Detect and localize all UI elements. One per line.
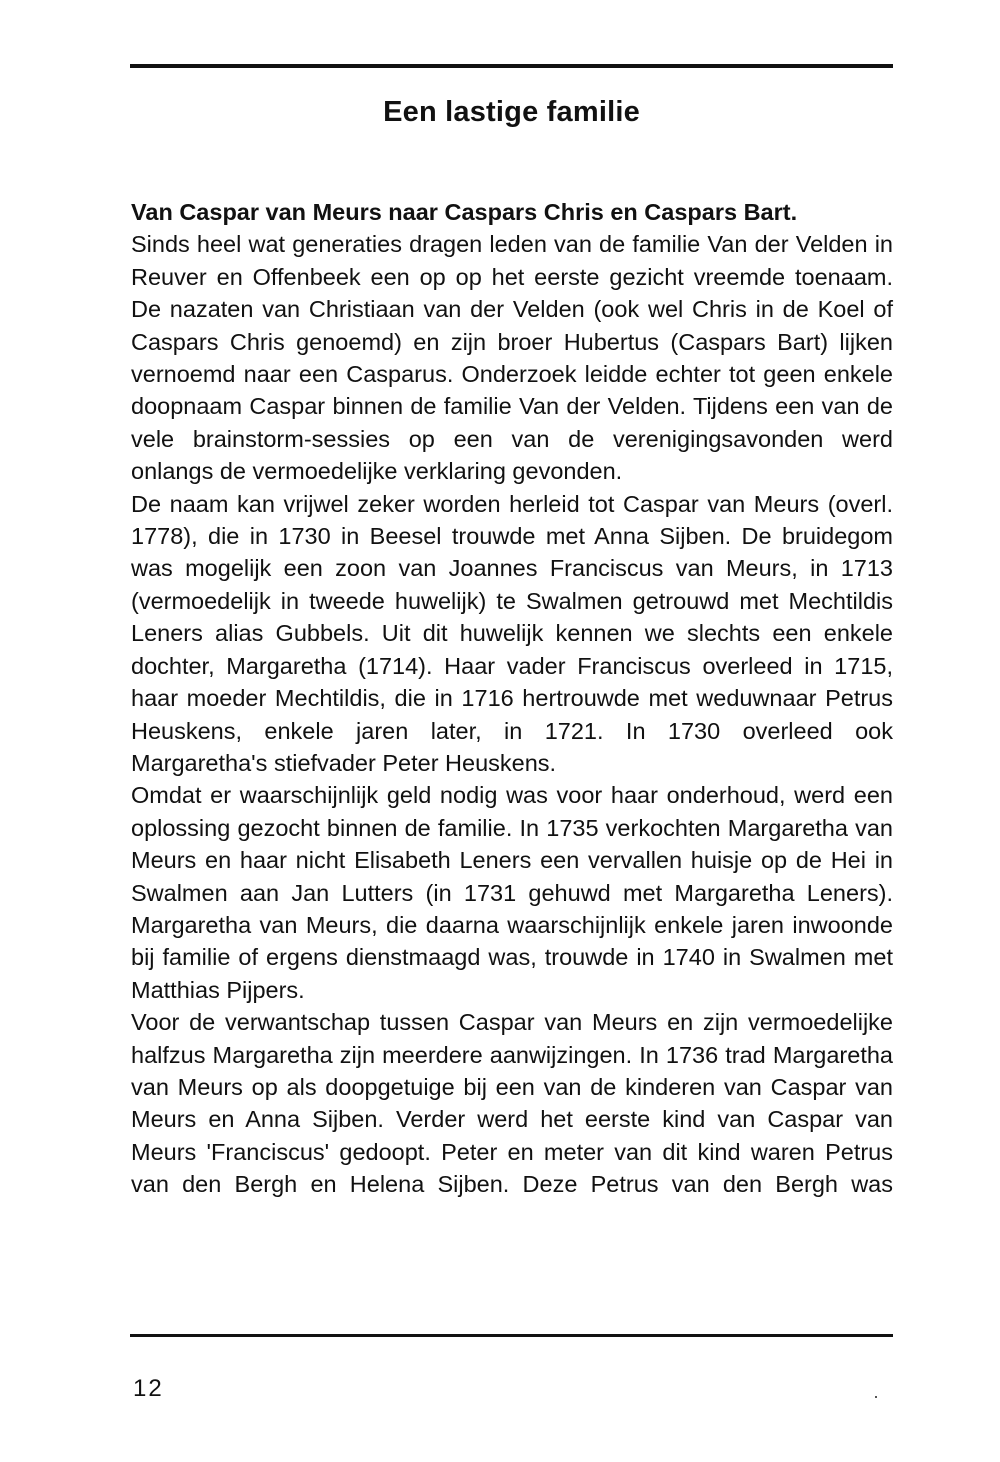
- paragraph-4: Voor de verwantschap tussen Caspar van Meurs en zijn vermoedelijke halfzus Margaretha zijn meerdere aanwijzingen. In 1736 trad Margaretha van Meurs op als doopgetuige bij een van de kinderen van Caspar van Meurs en Anna Sijben. Verder werd het eerste kind van Caspar van Meurs 'Franciscus' gedoopt. Peter en meter van dit kind waren Petrus van den Bergh en Helena Sijben. Deze Petrus van den Bergh was: [131, 1009, 893, 1198]
- bottom-rule: [130, 1334, 893, 1337]
- page-title: Een lastige familie: [383, 96, 640, 128]
- article-body: [131, 196, 893, 1201]
- page-number: 12: [133, 1375, 164, 1402]
- paragraph-1: Sinds heel wat generaties dragen leden van de familie Van der Velden in Reuver en Offenbeek een op op het eerste gezicht vreemde toenaam. De nazaten van Christiaan van der Velden (ook wel Chris in de Koel of Caspars Chris genoemd) en zijn broer Hubertus (Caspars Bart) lijken vernoemd naar een Casparus. Onderzoek leidde echter tot geen enkele doopnaam Caspar binnen de familie Van der Velden. Tijdens een van de vele brainstorm-sessies op een van de verenigingsavonden werd onlangs de vermoedelijke verklaring gevonden.: [131, 231, 893, 485]
- print-speck: [875, 1396, 877, 1398]
- paragraph-3: Omdat er waarschijnlijk geld nodig was voor haar onderhoud, werd een oplossing gezocht binnen de familie. In 1735 verkochten Margaretha van Meurs en haar nicht Elisabeth Leners een vervallen huisje op de Hei in Swalmen aan Jan Lutters (in 1731 gehuwd met Margaretha Leners). Margaretha van Meurs, die daarna waarschijnlijk enkele jaren inwoonde bij familie of ergens dienstmaagd was, trouwde in 1740 in Swalmen met Matthias Pijpers.: [131, 782, 893, 1003]
- subheading: Van Caspar van Meurs naar Caspars Chris en Caspars Bart.: [131, 199, 798, 225]
- paragraph-2: De naam kan vrijwel zeker worden herleid tot Caspar van Meurs (overl. 1778), die in 1730 in Beesel trouwde met Anna Sijben. De bruidegom was mogelijk een zoon van Joannes Franciscus van Meurs, in 1713 (vermoedelijk in tweede huwelijk) te Swalmen getrouwd met Mechtildis Leners alias Gubbels. Uit dit huwelijk kennen we slechts een enkele dochter, Margaretha (1714). Haar vader Franciscus overleed in 1715, haar moeder Mechtildis, die in 1716 hertrouwde met weduwnaar Petrus Heuskens, enkele jaren later, in 1721. In 1730 overleed ook Margaretha's stiefvader Peter Heuskens.: [131, 490, 893, 776]
- top-rule: [130, 64, 893, 68]
